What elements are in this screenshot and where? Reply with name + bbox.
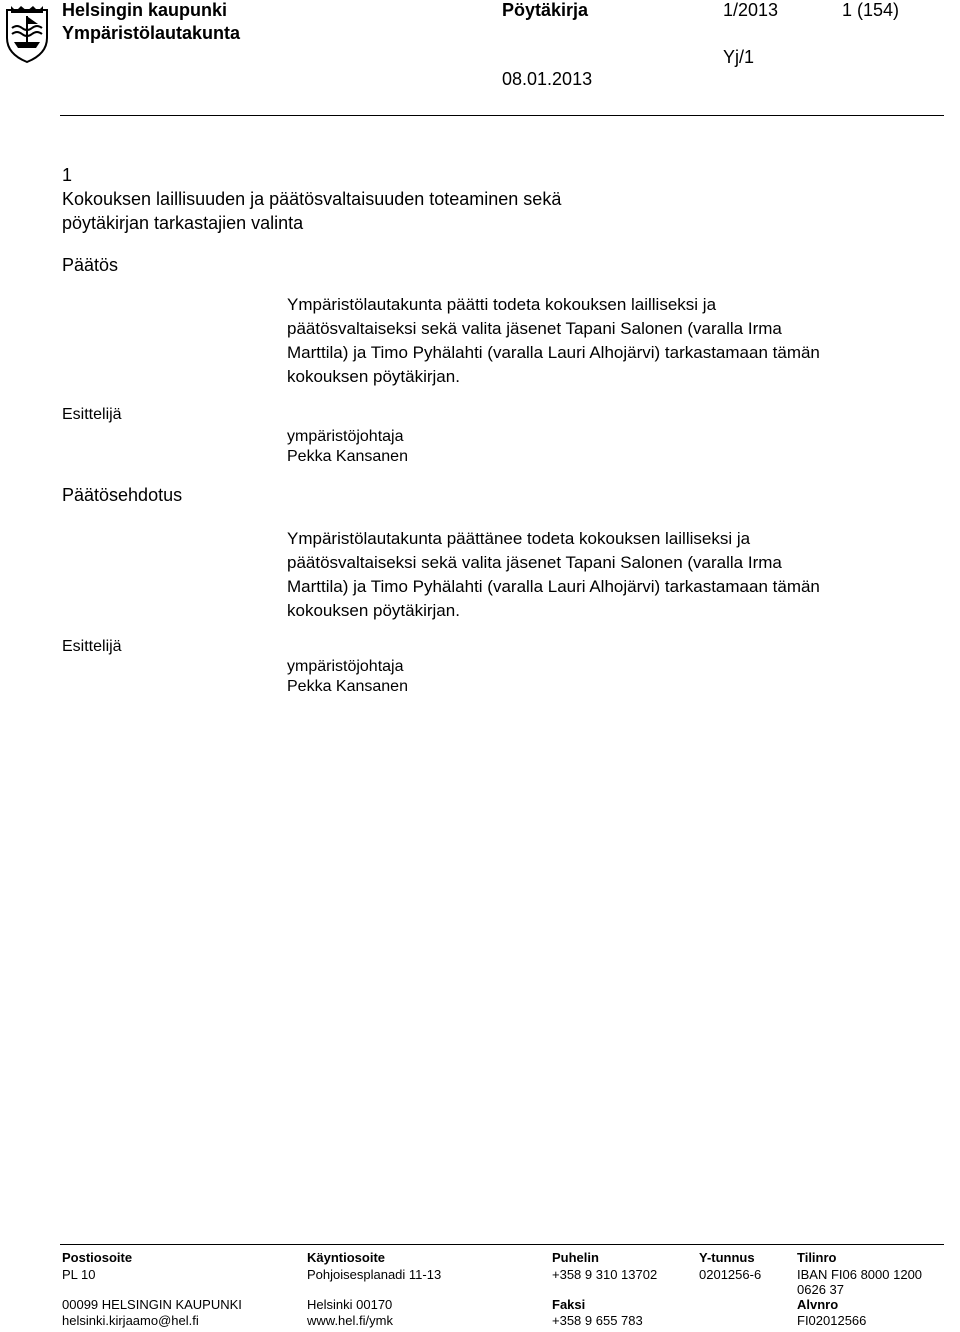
decision-presenter-name: Pekka Kansanen <box>287 448 408 465</box>
footer-visit-line1: Pohjoisesplanadi 11-13 <box>307 1267 442 1282</box>
footer-ytunnus-value: 0201256-6 <box>699 1267 762 1282</box>
footer-account-label: Tilinro <box>797 1250 837 1265</box>
proposal-text-line1: Ympäristölautakunta päättänee todeta kokouksen lailliseksi ja <box>287 529 751 548</box>
footer-visit-line2: Helsinki 00170 <box>307 1297 393 1312</box>
item-title-line2: pöytäkirjan tarkastajien valinta <box>62 213 304 233</box>
decision-heading: Päätös <box>62 255 119 275</box>
item-title-line1: Kokouksen laillisuuden ja päätösvaltaisuuden toteaminen sekä <box>62 189 562 209</box>
decision-presenter-label: Esittelijä <box>62 406 122 423</box>
header-divider <box>60 115 944 116</box>
proposal-heading: Päätösehdotus <box>62 485 183 505</box>
footer-visit-label: Käyntiosoite <box>307 1250 386 1265</box>
document-date: 08.01.2013 <box>502 69 593 89</box>
proposal-presenter-title: ympäristöjohtaja <box>287 658 404 675</box>
footer-phone-label: Puhelin <box>552 1250 599 1265</box>
footer-postal-line1: PL 10 <box>62 1267 96 1282</box>
city-name: Helsingin kaupunki <box>62 0 228 20</box>
proposal-presenter-name: Pekka Kansanen <box>287 678 408 695</box>
footer-account-line1: IBAN FI06 8000 1200 <box>797 1267 923 1282</box>
footer-website-link[interactable]: www.hel.fi/ymk <box>307 1313 393 1328</box>
footer-ytunnus-label: Y-tunnus <box>699 1250 755 1265</box>
department-name: Ympäristölautakunta <box>62 23 241 43</box>
document-code: Yj/1 <box>723 47 755 67</box>
footer-divider <box>60 1244 944 1245</box>
helsinki-crest-logo <box>4 4 50 64</box>
decision-presenter-title: ympäristöjohtaja <box>287 428 404 445</box>
document-type: Pöytäkirja <box>502 0 589 20</box>
decision-text-line3: Marttila) ja Timo Pyhälahti (varalla Lauri Alhojärvi) tarkastamaan tämän <box>287 343 820 362</box>
footer-account-line2: 0626 37 <box>797 1282 844 1297</box>
footer-phone-value: +358 9 310 13702 <box>552 1267 658 1282</box>
footer-postal-label: Postiosoite <box>62 1250 133 1265</box>
footer-vat-value: FI02012566 <box>797 1313 867 1328</box>
proposal-text-line4: kokouksen pöytäkirjan. <box>287 601 460 620</box>
document-number: 1/2013 <box>723 0 779 20</box>
proposal-text-line3: Marttila) ja Timo Pyhälahti (varalla Lauri Alhojärvi) tarkastamaan tämän <box>287 577 820 596</box>
decision-text-line4: kokouksen pöytäkirjan. <box>287 367 460 386</box>
footer-fax-label: Faksi <box>552 1297 586 1312</box>
footer-postal-line2: 00099 HELSINGIN KAUPUNKI <box>62 1297 242 1312</box>
item-number: 1 <box>62 165 73 185</box>
footer-email-link[interactable]: helsinki.kirjaamo@hel.fi <box>62 1313 199 1328</box>
decision-text-line1: Ympäristölautakunta päätti todeta kokouksen lailliseksi ja <box>287 295 717 314</box>
proposal-text-line2: päätösvaltaiseksi sekä valita jäsenet Tapani Salonen (varalla Irma <box>287 553 782 572</box>
proposal-presenter-label: Esittelijä <box>62 638 122 655</box>
decision-text-line2: päätösvaltaiseksi sekä valita jäsenet Tapani Salonen (varalla Irma <box>287 319 782 338</box>
footer-vat-label: Alvnro <box>797 1297 839 1312</box>
footer-fax-value: +358 9 655 783 <box>552 1313 643 1328</box>
page-number: 1 (154) <box>842 0 900 20</box>
